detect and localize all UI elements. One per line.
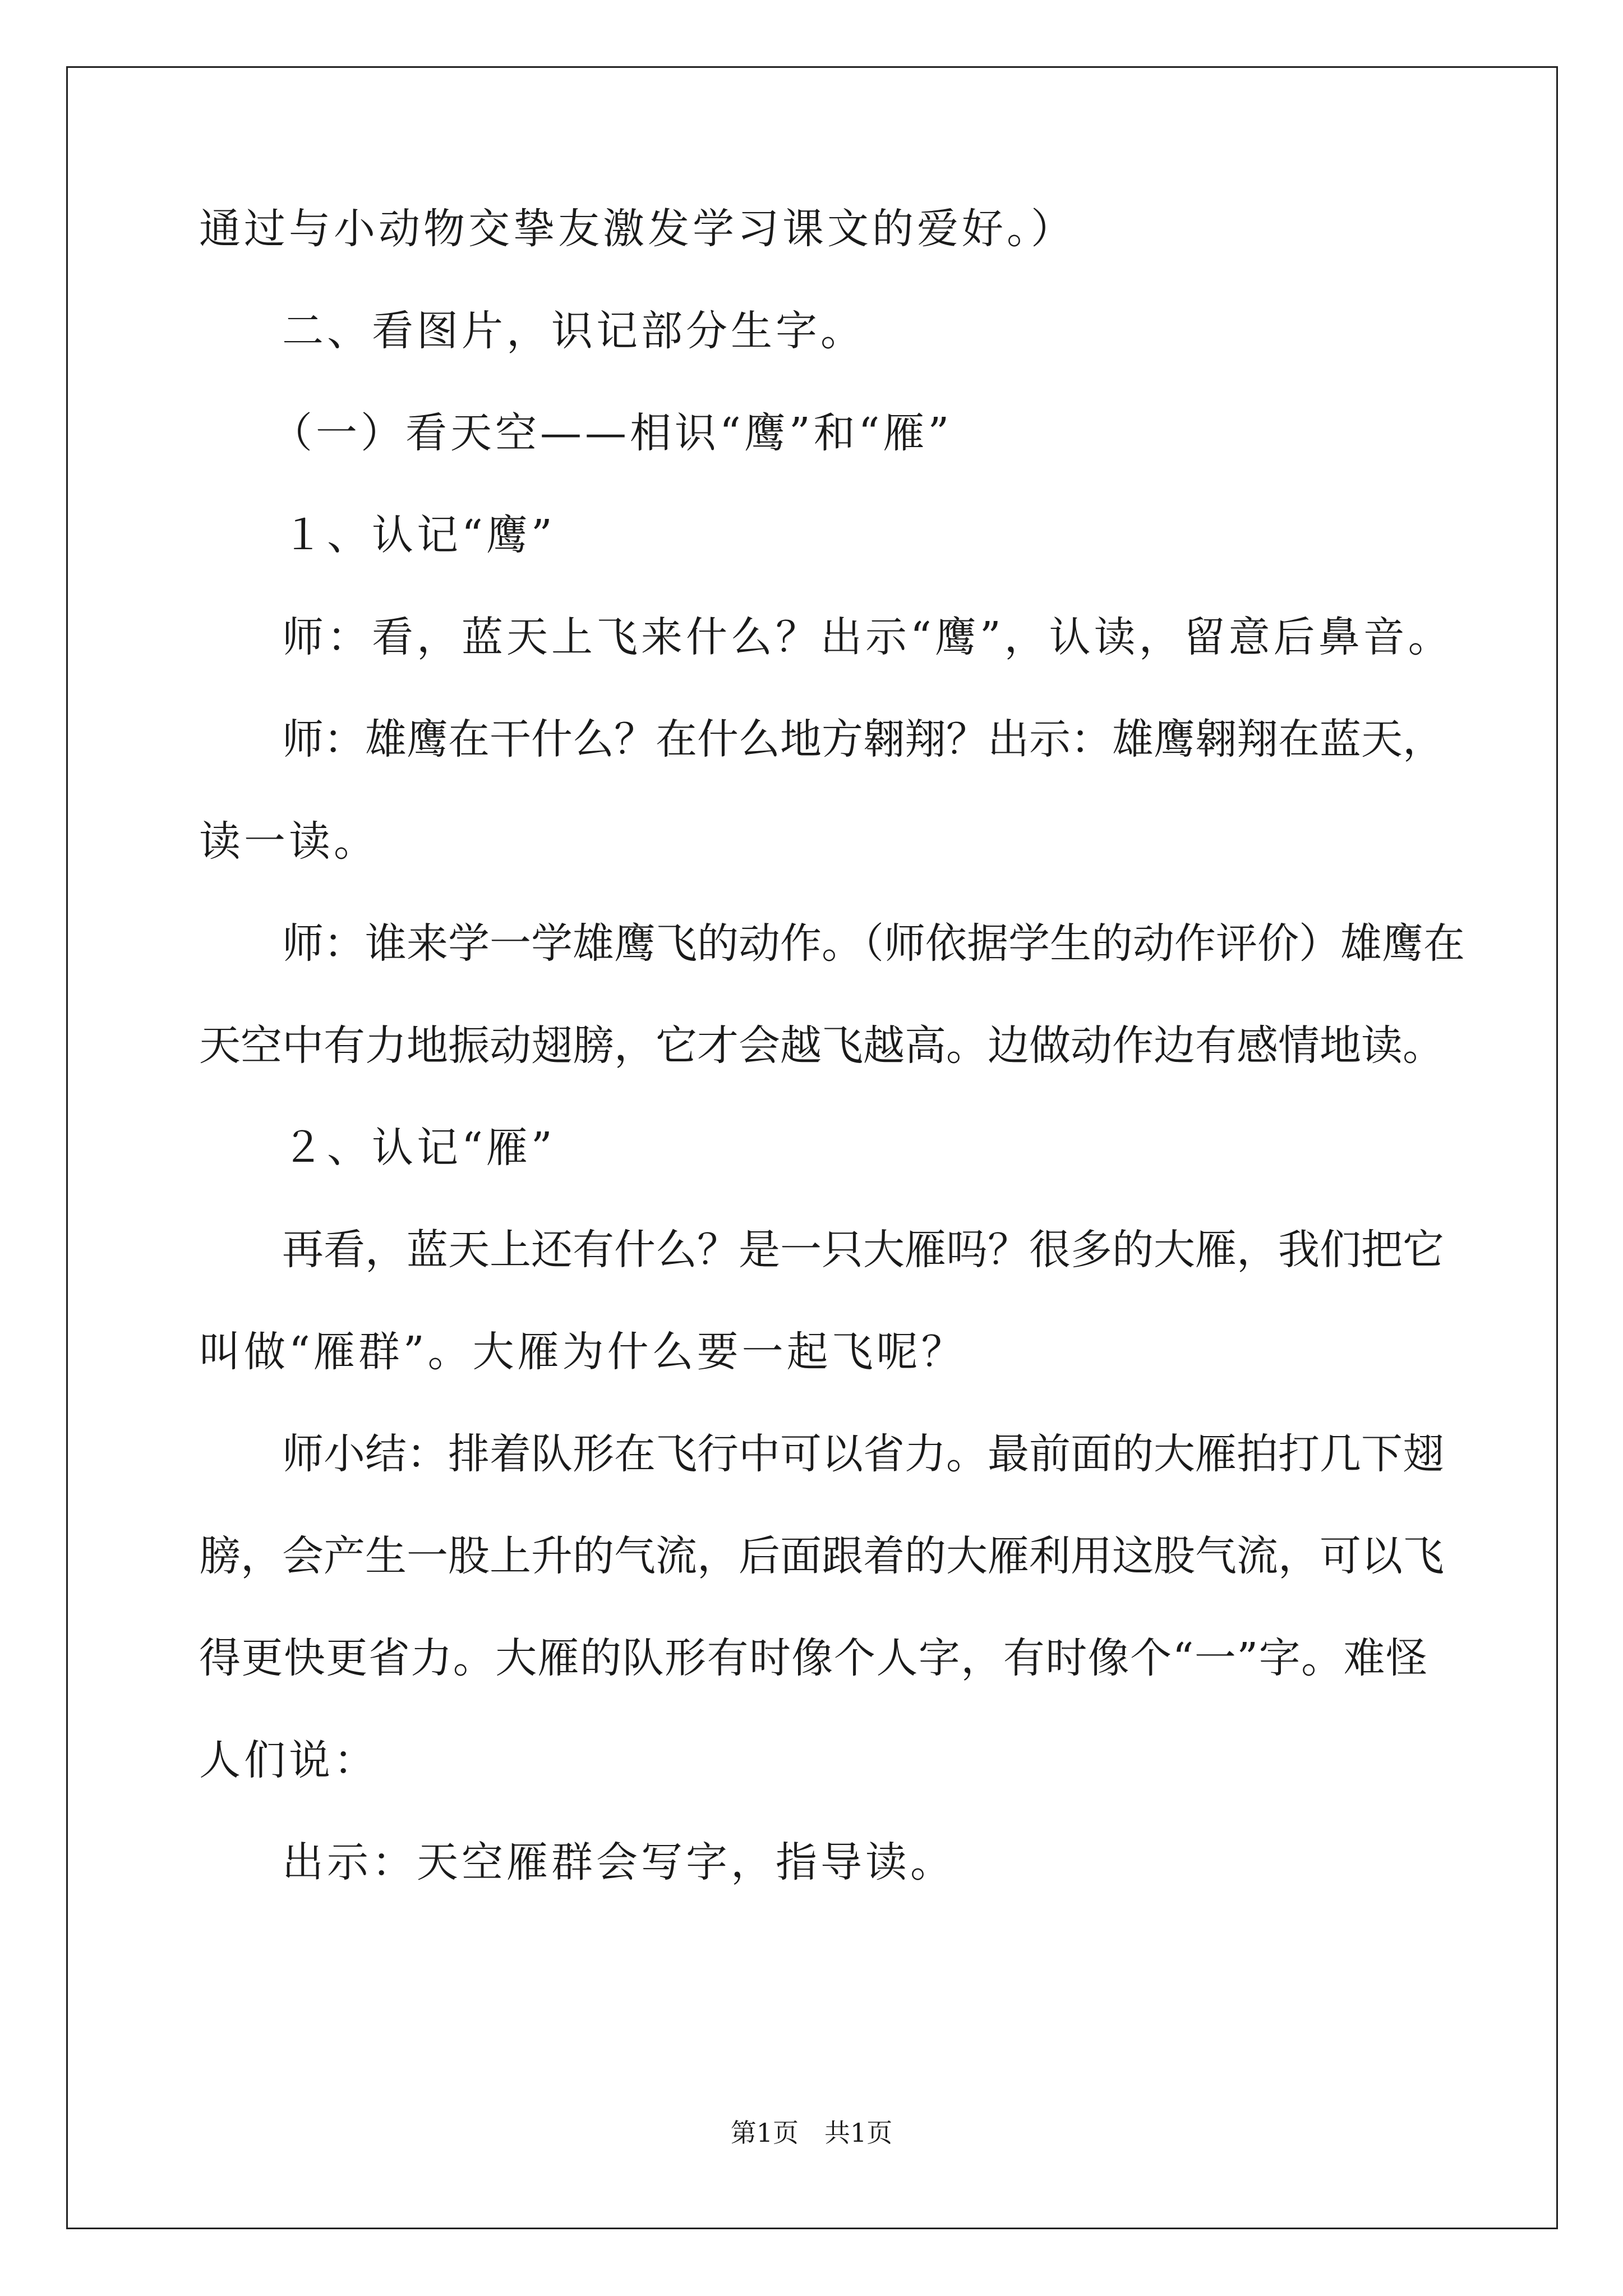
paragraph-line: 天空中有力地振动翅膀，它才会越飞越高。边做动作边有感情地读。 bbox=[199, 1022, 1444, 1070]
paragraph-line: 读一读。 bbox=[199, 817, 379, 866]
paragraph-line: 师：看，蓝天上飞来什么？出示“鹰”，认读，留意后鼻音。 bbox=[282, 613, 1453, 661]
paragraph-line: 人们说： bbox=[199, 1736, 379, 1784]
paragraph-line: 得更快更省力。大雁的队形有时像个人字，有时像个“一”字。难怪 bbox=[199, 1634, 1427, 1682]
paragraph-line: 再看，蓝天上还有什么？是一只大雁吗？很多的大雁，我们把它 bbox=[282, 1226, 1444, 1274]
paragraph-line: 叫做“雁群”。大雁为什么要一起飞呢？ bbox=[199, 1328, 966, 1376]
paragraph-line: 师：谁来学一学雄鹰飞的动作。（师依据学生的动作评价）雄鹰在 bbox=[282, 919, 1465, 968]
paragraph-line: 膀，会产生一股上升的气流，后面跟着的大雁利用这股气流，可以飞 bbox=[199, 1532, 1444, 1580]
paragraph-line: 通过与小动物交挚友激发学习课文的爱好。） bbox=[199, 205, 1076, 253]
paragraph-line: 师小结：排着队形在飞行中可以省力。最前面的大雁拍打几下翅 bbox=[282, 1430, 1444, 1478]
page-number: 第1页 bbox=[730, 2118, 799, 2148]
paragraph-line: 师：雄鹰在干什么？在什么地方翱翔？出示：雄鹰翱翔在蓝天， bbox=[282, 715, 1444, 763]
section-heading: 二、看图片，识记部分生字。 bbox=[282, 307, 865, 355]
item-heading: ２、认记“雁” bbox=[282, 1124, 556, 1172]
subsection-heading: （一）看天空——相识“鹰”和“雁” bbox=[271, 409, 953, 457]
item-heading: １、认记“鹰” bbox=[282, 511, 556, 559]
paragraph-line: 出示：天空雁群会写字，指导读。 bbox=[282, 1838, 955, 1887]
page-total: 共1页 bbox=[824, 2118, 893, 2148]
page-footer bbox=[0, 2116, 1623, 2150]
